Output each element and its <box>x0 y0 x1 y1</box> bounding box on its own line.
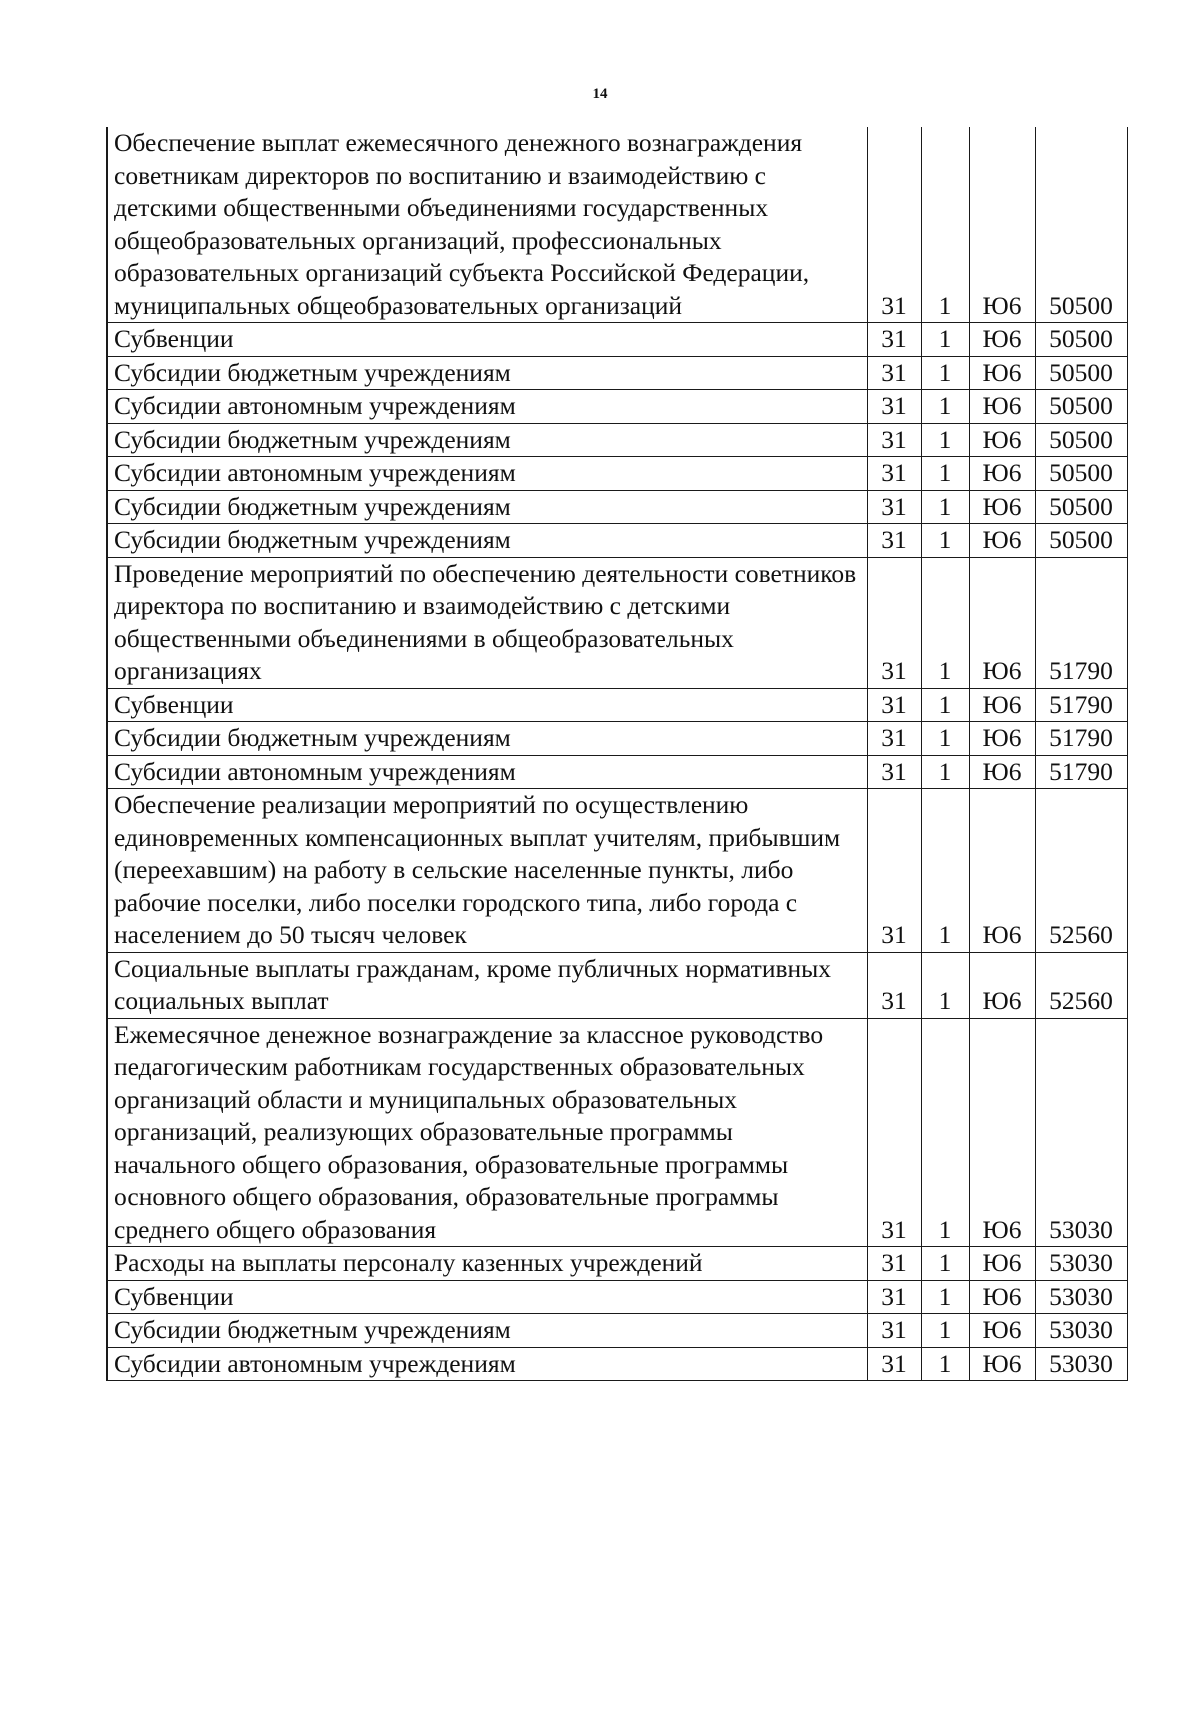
row-code-3: Ю6 <box>969 1347 1035 1381</box>
row-code-4: 50500 <box>1035 423 1127 457</box>
row-code-2: 1 <box>921 952 969 1018</box>
row-code-2: 1 <box>921 457 969 491</box>
row-code-3: Ю6 <box>969 390 1035 424</box>
row-code-1: 31 <box>867 1247 921 1281</box>
row-code-2: 1 <box>921 1314 969 1348</box>
row-name: Проведение мероприятий по обеспечению деятельности советников директора по воспитанию и взаимодействию с детскими общественными объединениями в общеобразовательных организациях <box>107 557 867 688</box>
table-row <box>107 1247 1127 1281</box>
row-code-3: Ю6 <box>969 722 1035 756</box>
table-row <box>107 789 1127 953</box>
row-code-2: 1 <box>921 688 969 722</box>
table-row <box>107 1018 1127 1247</box>
table-row <box>107 490 1127 524</box>
row-code-1: 31 <box>867 1314 921 1348</box>
budget-table <box>106 127 1128 1381</box>
row-code-3: Ю6 <box>969 356 1035 390</box>
row-code-1: 31 <box>867 423 921 457</box>
row-code-3: Ю6 <box>969 524 1035 558</box>
row-code-2: 1 <box>921 127 969 323</box>
row-name: Субсидии бюджетным учреждениям <box>107 524 867 558</box>
row-name: Субвенции <box>107 323 867 357</box>
row-code-3: Ю6 <box>969 127 1035 323</box>
row-code-3: Ю6 <box>969 1314 1035 1348</box>
row-name: Субсидии бюджетным учреждениям <box>107 356 867 390</box>
row-code-4: 50500 <box>1035 390 1127 424</box>
row-code-1: 31 <box>867 1280 921 1314</box>
table-row <box>107 1280 1127 1314</box>
row-code-2: 1 <box>921 323 969 357</box>
row-name: Обеспечение выплат ежемесячного денежного вознаграждения советникам директоров по воспитанию и взаимодействию с детскими общественными объединениями государственных общеобразовательных организаций, профессиональных образовательных организаций субъекта Российской Федерации, муниципальных общеобразовательных организаций <box>107 127 867 323</box>
row-code-1: 31 <box>867 524 921 558</box>
row-name: Расходы на выплаты персоналу казенных учреждений <box>107 1247 867 1281</box>
row-code-3: Ю6 <box>969 952 1035 1018</box>
row-code-3: Ю6 <box>969 1247 1035 1281</box>
row-code-3: Ю6 <box>969 1280 1035 1314</box>
row-code-2: 1 <box>921 356 969 390</box>
table-row <box>107 1347 1127 1381</box>
row-name: Социальные выплаты гражданам, кроме публичных нормативных социальных выплат <box>107 952 867 1018</box>
table-row <box>107 356 1127 390</box>
row-name: Ежемесячное денежное вознаграждение за классное руководство педагогическим работникам государственных образовательных организаций области и муниципальных образовательных организаций, реализующих образовательные программы начального общего образования, образовательные программы основного общего образования, образовательные программы среднего общего образования <box>107 1018 867 1247</box>
row-code-4: 53030 <box>1035 1018 1127 1247</box>
row-code-3: Ю6 <box>969 423 1035 457</box>
row-code-4: 53030 <box>1035 1280 1127 1314</box>
row-code-3: Ю6 <box>969 457 1035 491</box>
row-code-1: 31 <box>867 390 921 424</box>
row-code-3: Ю6 <box>969 1018 1035 1247</box>
row-code-1: 31 <box>867 490 921 524</box>
row-code-1: 31 <box>867 755 921 789</box>
row-name: Субсидии бюджетным учреждениям <box>107 722 867 756</box>
row-code-3: Ю6 <box>969 789 1035 953</box>
table-row <box>107 457 1127 491</box>
page-number: 14 <box>592 86 608 102</box>
row-code-1: 31 <box>867 722 921 756</box>
row-code-4: 50500 <box>1035 356 1127 390</box>
row-code-2: 1 <box>921 390 969 424</box>
row-name: Обеспечение реализации мероприятий по осуществлению единовременных компенсационных выплат учителям, прибывшим (переехавшим) на работу в сельские населенные пункты, либо рабочие поселки, либо поселки городского типа, либо города с населением до 50 тысяч человек <box>107 789 867 953</box>
row-code-4: 51790 <box>1035 688 1127 722</box>
row-code-1: 31 <box>867 952 921 1018</box>
row-code-1: 31 <box>867 457 921 491</box>
row-code-4: 51790 <box>1035 755 1127 789</box>
row-name: Субвенции <box>107 688 867 722</box>
row-name: Субсидии автономным учреждениям <box>107 390 867 424</box>
row-code-1: 31 <box>867 323 921 357</box>
table-row <box>107 952 1127 1018</box>
table-row <box>107 688 1127 722</box>
table-row <box>107 1314 1127 1348</box>
table-row <box>107 390 1127 424</box>
table-row <box>107 524 1127 558</box>
row-code-2: 1 <box>921 557 969 688</box>
table-row <box>107 127 1127 323</box>
row-code-2: 1 <box>921 490 969 524</box>
row-code-1: 31 <box>867 688 921 722</box>
row-name: Субсидии бюджетным учреждениям <box>107 490 867 524</box>
row-code-1: 31 <box>867 1347 921 1381</box>
row-code-4: 53030 <box>1035 1247 1127 1281</box>
table-row <box>107 755 1127 789</box>
row-code-2: 1 <box>921 524 969 558</box>
row-code-3: Ю6 <box>969 323 1035 357</box>
row-code-2: 1 <box>921 1018 969 1247</box>
row-code-4: 53030 <box>1035 1314 1127 1348</box>
row-code-2: 1 <box>921 1280 969 1314</box>
row-code-2: 1 <box>921 1247 969 1281</box>
row-code-4: 52560 <box>1035 789 1127 953</box>
table-row <box>107 423 1127 457</box>
row-code-3: Ю6 <box>969 490 1035 524</box>
row-name: Субвенции <box>107 1280 867 1314</box>
row-name: Субсидии бюджетным учреждениям <box>107 1314 867 1348</box>
row-code-3: Ю6 <box>969 755 1035 789</box>
row-code-4: 50500 <box>1035 490 1127 524</box>
row-code-2: 1 <box>921 1347 969 1381</box>
row-code-4: 50500 <box>1035 127 1127 323</box>
row-code-1: 31 <box>867 1018 921 1247</box>
row-code-1: 31 <box>867 356 921 390</box>
table-row <box>107 722 1127 756</box>
row-code-1: 31 <box>867 127 921 323</box>
row-code-2: 1 <box>921 755 969 789</box>
table-row <box>107 323 1127 357</box>
row-name: Субсидии бюджетным учреждениям <box>107 423 867 457</box>
row-name: Субсидии автономным учреждениям <box>107 755 867 789</box>
row-code-4: 53030 <box>1035 1347 1127 1381</box>
row-code-4: 52560 <box>1035 952 1127 1018</box>
row-code-1: 31 <box>867 789 921 953</box>
row-code-4: 51790 <box>1035 557 1127 688</box>
table-body <box>107 127 1127 1381</box>
row-code-3: Ю6 <box>969 557 1035 688</box>
row-code-2: 1 <box>921 789 969 953</box>
row-code-4: 51790 <box>1035 722 1127 756</box>
row-code-2: 1 <box>921 423 969 457</box>
row-code-3: Ю6 <box>969 688 1035 722</box>
row-code-4: 50500 <box>1035 524 1127 558</box>
table-row <box>107 557 1127 688</box>
row-name: Субсидии автономным учреждениям <box>107 457 867 491</box>
row-name: Субсидии автономным учреждениям <box>107 1347 867 1381</box>
row-code-4: 50500 <box>1035 457 1127 491</box>
row-code-2: 1 <box>921 722 969 756</box>
row-code-4: 50500 <box>1035 323 1127 357</box>
row-code-1: 31 <box>867 557 921 688</box>
